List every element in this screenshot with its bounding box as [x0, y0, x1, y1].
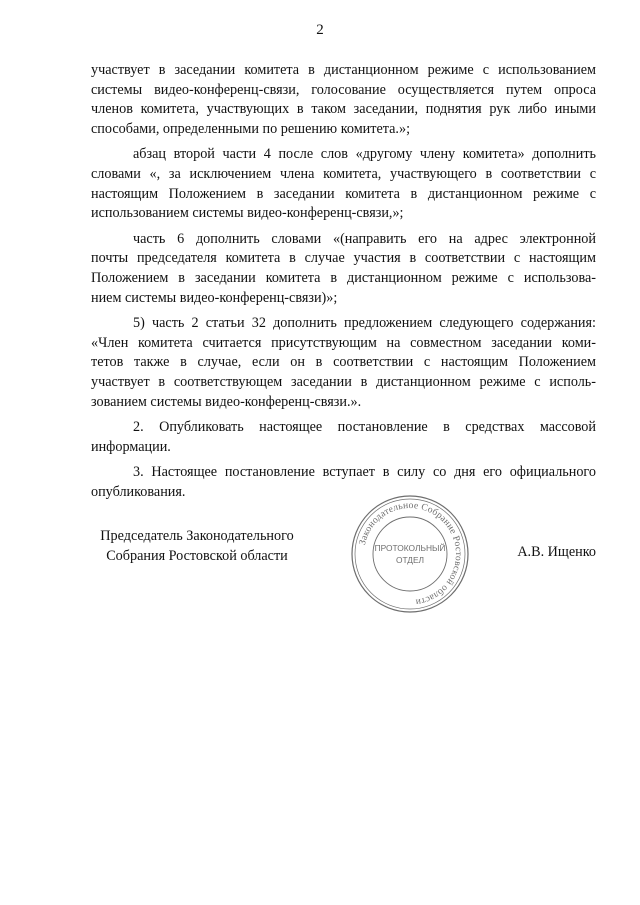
signatory-title-line: Председатель Законодательного: [100, 528, 294, 544]
paragraph: [91, 418, 596, 457]
page-number: 2: [316, 22, 324, 38]
stamp-inner-text: ОТДЕЛ: [395, 555, 425, 565]
text-line: членов комитета, участвующих в таком заседании, поднятия рук либо иными: [91, 101, 596, 118]
stamp-outer-text: Законодательное Собрание Ростовской области: [356, 499, 465, 608]
signature-block: [91, 499, 596, 647]
text-line: способами, определенными по решению комитета.»;: [91, 120, 411, 137]
text-line: участвует в заседании комитета в дистанционном режиме с использованием: [91, 62, 596, 78]
text-line: часть 6 дополнить словами «(направить его на адрес электронной: [133, 230, 596, 247]
signatory-title-line: Собрания Ростовской области: [106, 547, 288, 564]
signatory-title: [91, 527, 303, 566]
text-line: тетов также в случае, если он в соответствии с настоящим Положением: [91, 354, 596, 371]
stamp-inner-text: ПРОТОКОЛЬНЫЙ: [374, 543, 446, 553]
text-line: 3. Настоящее постановление вступает в силу со дня его официального: [133, 464, 596, 481]
text-line: использованием системы видео-конференц-связи,»;: [91, 205, 404, 222]
official-stamp: [349, 493, 471, 615]
text-line: системы видео-конференц-связи, голосование осуществляется путем опроса: [91, 81, 596, 98]
text-line: Положением в заседании комитета в дистанционном режиме с использова-: [91, 269, 596, 286]
text-line: участвует в соответствующем заседании в дистанционном режиме с исполь-: [91, 373, 596, 390]
text-line: 5) часть 2 статьи 32 дополнить предложением следующего содержания:: [133, 315, 596, 332]
text-line: настоящим Положением в заседании комитета в дистанционном режиме с: [91, 185, 596, 202]
text-line: зованием системы видео-конференц-связи.».: [91, 393, 362, 410]
document-body: [91, 61, 596, 508]
text-line: опубликования.: [91, 483, 186, 500]
text-line: 2. Опубликовать настоящее постановление в средствах массовой: [133, 419, 596, 436]
paragraph: [91, 463, 596, 502]
text-line: словами «, за исключением члена комитета, участвующего в соответствии с: [91, 165, 596, 182]
text-line: нием системы видео-конференц-связи)»;: [91, 289, 338, 306]
paragraph: [91, 145, 596, 223]
paragraph: [91, 61, 596, 139]
text-line: «Член комитета считается присутствующим на совместном заседании коми-: [91, 334, 596, 351]
paragraph: [91, 314, 596, 412]
stamp-outer-ring: [352, 496, 468, 612]
stamp-inner-ring: [373, 517, 447, 591]
text-line: абзац второй части 4 после слов «другому члену комитета» дополнить: [133, 146, 596, 163]
text-line: почты председателя комитета в случае участия в соответствии с настоящим: [91, 250, 596, 267]
signatory-name: А.В. Ищенко: [517, 544, 596, 560]
paragraph: [91, 230, 596, 308]
text-line: информации.: [91, 438, 171, 455]
stamp-outer-ring-inner: [355, 499, 465, 609]
